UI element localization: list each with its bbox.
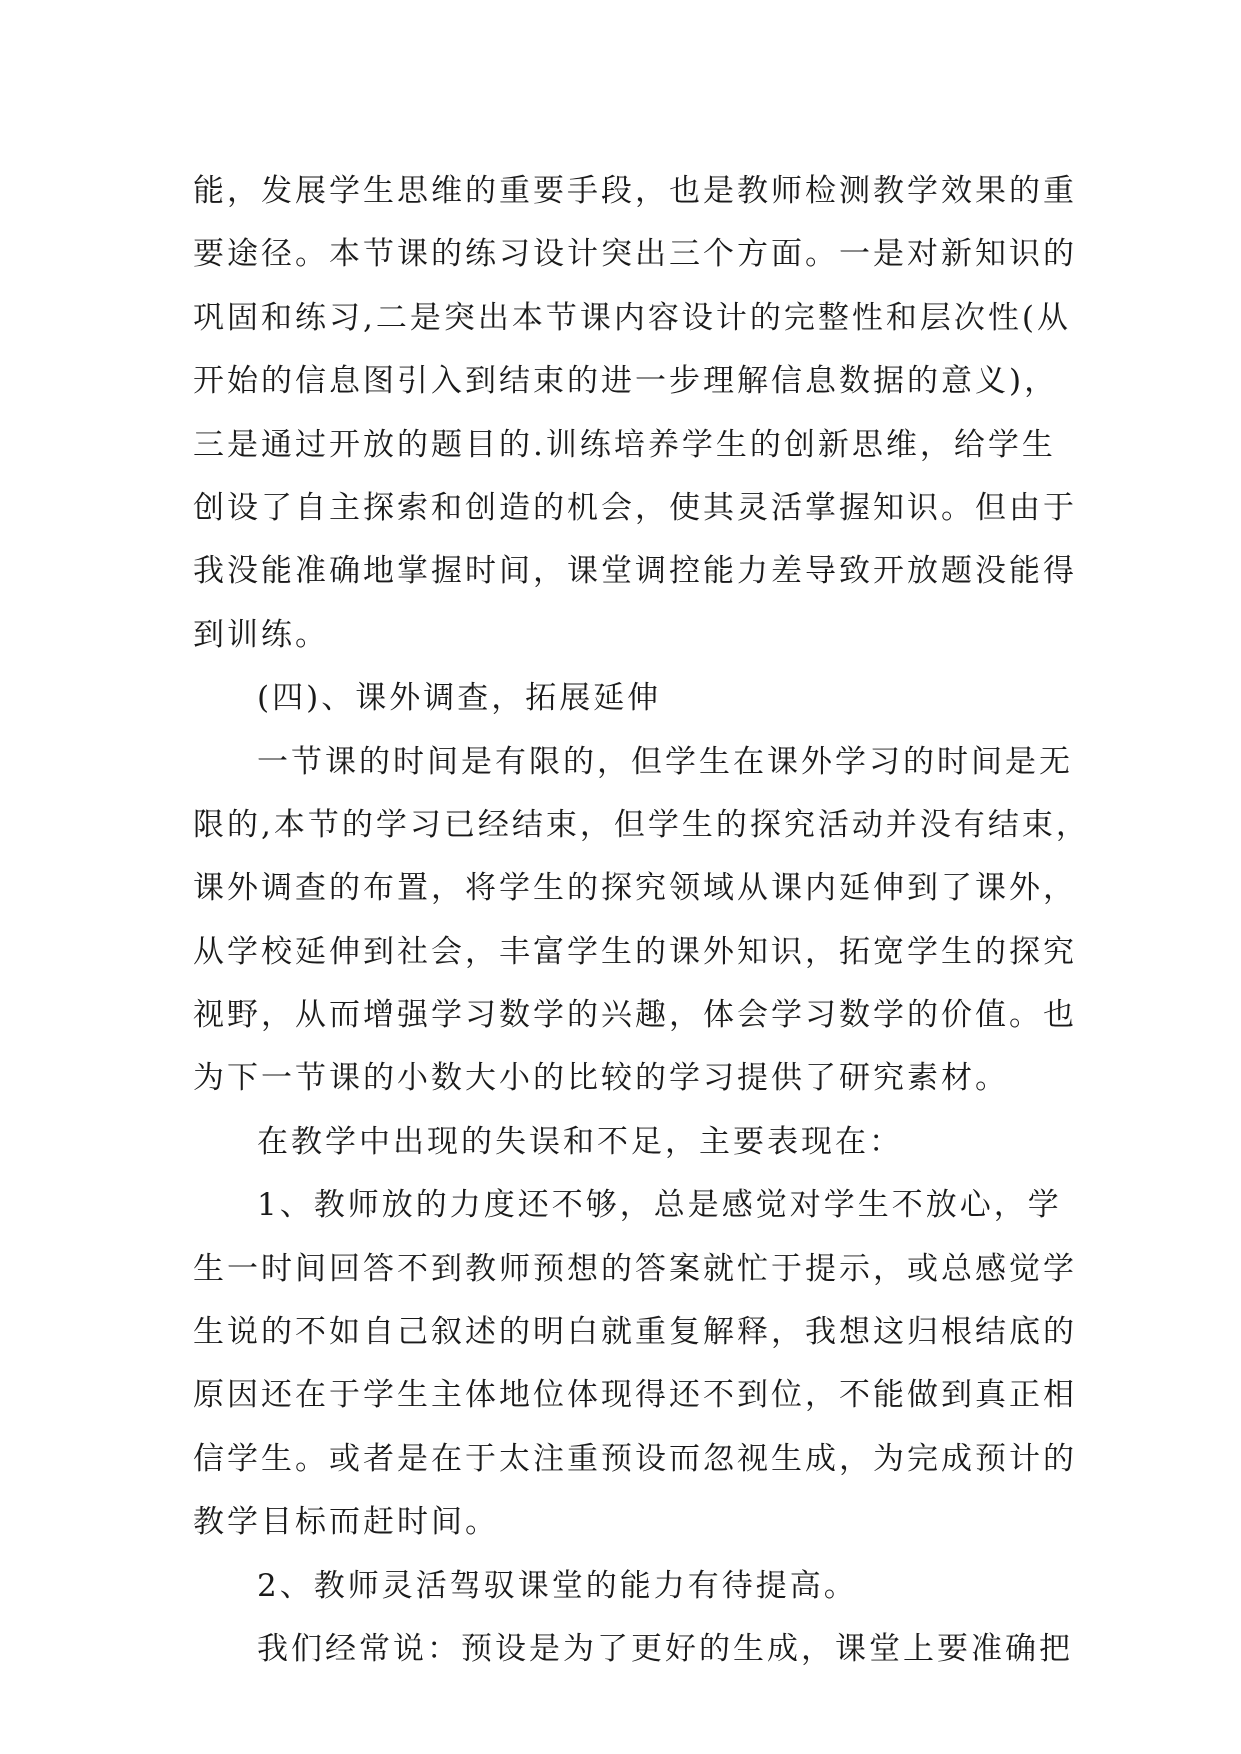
text-line: 生说的不如自己叙述的明白就重复解释，我想这归根结底的	[193, 1314, 1077, 1351]
text-line: 信学生。或者是在于太注重预设而忽视生成，为完成预计的	[193, 1440, 1077, 1477]
text-line: 限的,本节的学习已经结束，但学生的探究活动并没有结束，	[193, 806, 1090, 843]
text-line: 教学目标而赶时间。	[193, 1504, 499, 1541]
text-line: 我们经常说：预设是为了更好的生成，课堂上要准确把	[257, 1630, 1073, 1667]
text-line: 1、教师放的力度还不够，总是感觉对学生不放心，学	[257, 1187, 1062, 1224]
text-line: 为下一节课的小数大小的比较的学习提供了研究素材。	[193, 1060, 1009, 1097]
text-line: (四)、课外调查，拓展延伸	[257, 680, 662, 717]
text-line: 到训练。	[193, 616, 329, 653]
text-line: 2、教师灵活驾驭课堂的能力有待提高。	[257, 1567, 858, 1604]
text-line: 生一时间回答不到教师预想的答案就忙于提示，或总感觉学	[193, 1250, 1077, 1287]
text-line: 在教学中出现的失误和不足，主要表现在：	[257, 1123, 903, 1160]
text-line: 课外调查的布置，将学生的探究领域从课内延伸到了课外，	[193, 870, 1077, 907]
text-line: 能，发展学生思维的重要手段，也是教师检测教学效果的重	[193, 173, 1077, 209]
document-body	[193, 160, 1090, 1681]
text-line: 从学校延伸到社会，丰富学生的课外知识，拓宽学生的探究	[193, 933, 1077, 970]
text-line: 创设了自主探索和创造的机会，使其灵活掌握知识。但由于	[193, 489, 1077, 526]
text-line: 视野，从而增强学习数学的兴趣，体会学习数学的价值。也	[193, 997, 1077, 1034]
text-line: 三是通过开放的题目的.训练培养学生的创新思维，给学生	[193, 426, 1056, 463]
text-line: 开始的信息图引入到结束的进一步理解信息数据的意义)，	[193, 363, 1059, 400]
text-line: 要途径。本节课的练习设计突出三个方面。一是对新知识的	[193, 236, 1077, 273]
text-line: 巩固和练习,二是突出本节课内容设计的完整性和层次性(从	[193, 299, 1071, 336]
text-line: 一节课的时间是有限的，但学生在课外学习的时间是无	[257, 743, 1073, 780]
text-line: 原因还在于学生主体地位体现得还不到位，不能做到真正相	[193, 1377, 1077, 1414]
text-line: 我没能准确地掌握时间，课堂调控能力差导致开放题没能得	[193, 553, 1077, 590]
